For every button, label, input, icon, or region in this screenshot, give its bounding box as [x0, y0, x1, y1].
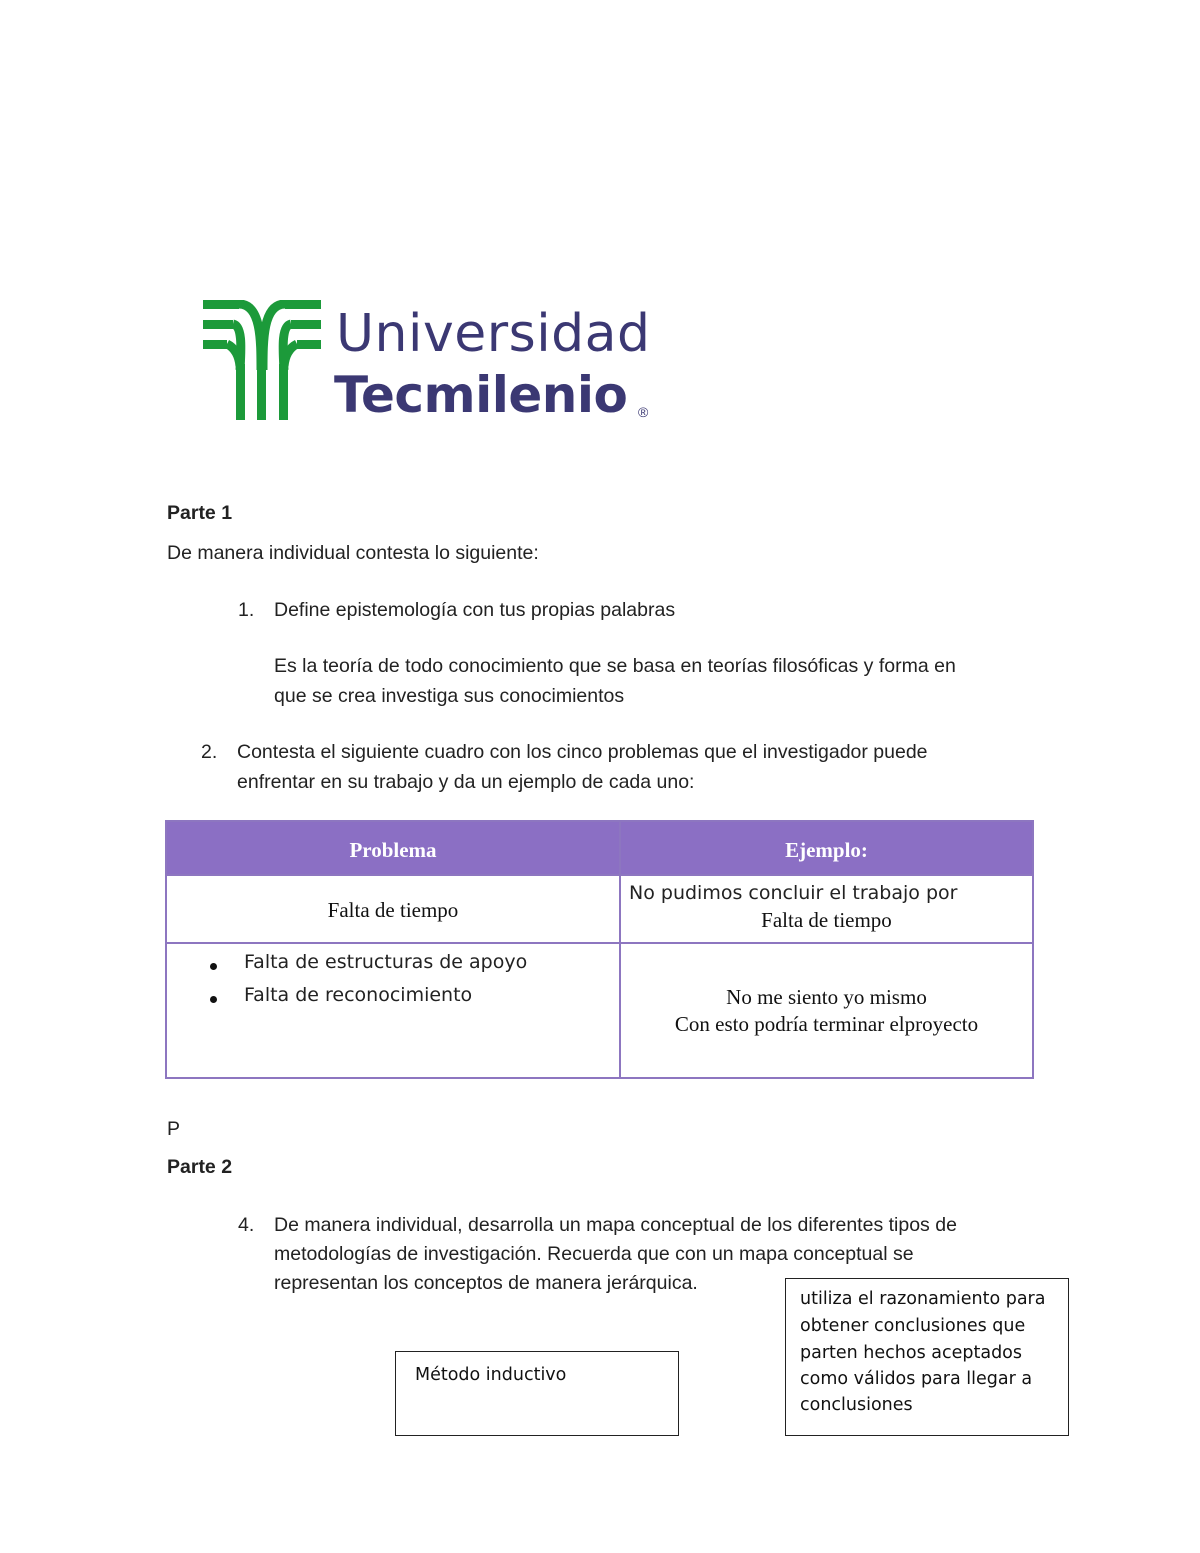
row2-problem-2: Falta de reconocimiento: [244, 984, 473, 1006]
a1-line1: Es la teoría de todo conocimiento que se basa en teorías filosóficas y forma en: [274, 655, 956, 677]
tecmilenio-logo-icon: [203, 300, 321, 422]
problems-table: [165, 820, 1034, 1079]
q2-number: 2.: [201, 741, 218, 763]
table-divider: [167, 942, 1032, 944]
row1-example-line2: Falta de tiempo: [761, 908, 892, 932]
bullet-icon: [210, 963, 217, 970]
header-ejemplo: Ejemplo:: [785, 838, 868, 862]
definition-line-4: como válidos para llegar a: [800, 1369, 1033, 1389]
row1-problem: Falta de tiempo: [327, 898, 459, 922]
bullet-icon: [210, 996, 217, 1003]
q4-line3: representan los conceptos de manera jerárquica.: [274, 1272, 698, 1294]
q2-line2: enfrentar en su trabajo y da un ejemplo de cada uno:: [237, 771, 695, 793]
q4-number: 4.: [238, 1214, 255, 1236]
registered-mark: ®: [638, 404, 649, 420]
row1-example-line1: No pudimos concluir el trabajo por: [629, 882, 958, 904]
q2-line1: Contesta el siguiente cuadro con los cinco problemas que el investigador puede: [237, 741, 928, 763]
q1-text: Define epistemología con tus propias palabras: [274, 599, 676, 621]
header-problema: Problema: [349, 838, 437, 862]
concept-box-definition: [785, 1278, 1069, 1436]
row2-example-line2: Con esto podría terminar elproyecto: [674, 1012, 979, 1036]
row2-example-line1: No me siento yo mismo: [726, 985, 927, 1009]
concept-box-label: Método inductivo: [415, 1365, 567, 1385]
table-divider: [167, 874, 1032, 876]
q4-line1: De manera individual, desarrolla un mapa conceptual de los diferentes tipos de: [274, 1214, 957, 1236]
parte1-intro: De manera individual contesta lo siguiente:: [167, 542, 539, 564]
concept-box-metodo-inductivo: [395, 1351, 679, 1436]
definition-line-2: obtener conclusiones que: [800, 1316, 1026, 1336]
logo-universidad-text: Universidad: [336, 304, 651, 364]
definition-line-5: conclusiones: [800, 1395, 913, 1415]
definition-line-3: parten hechos aceptados: [800, 1343, 1023, 1363]
parte2-title: Parte 2: [167, 1156, 233, 1178]
q4-line2: metodologías de investigación. Recuerda que con un mapa conceptual se: [274, 1243, 914, 1265]
definition-line-1: utiliza el razonamiento para: [800, 1289, 1046, 1309]
logo-tecmilenio-text: Tecmilenio: [334, 366, 628, 424]
row2-problem-1: Falta de estructuras de apoyo: [244, 951, 528, 973]
stray-letter: P: [167, 1118, 181, 1140]
q1-number: 1.: [238, 599, 255, 621]
a1-line2: que se crea investiga sus conocimientos: [274, 685, 625, 707]
parte1-title: Parte 1: [167, 502, 233, 524]
